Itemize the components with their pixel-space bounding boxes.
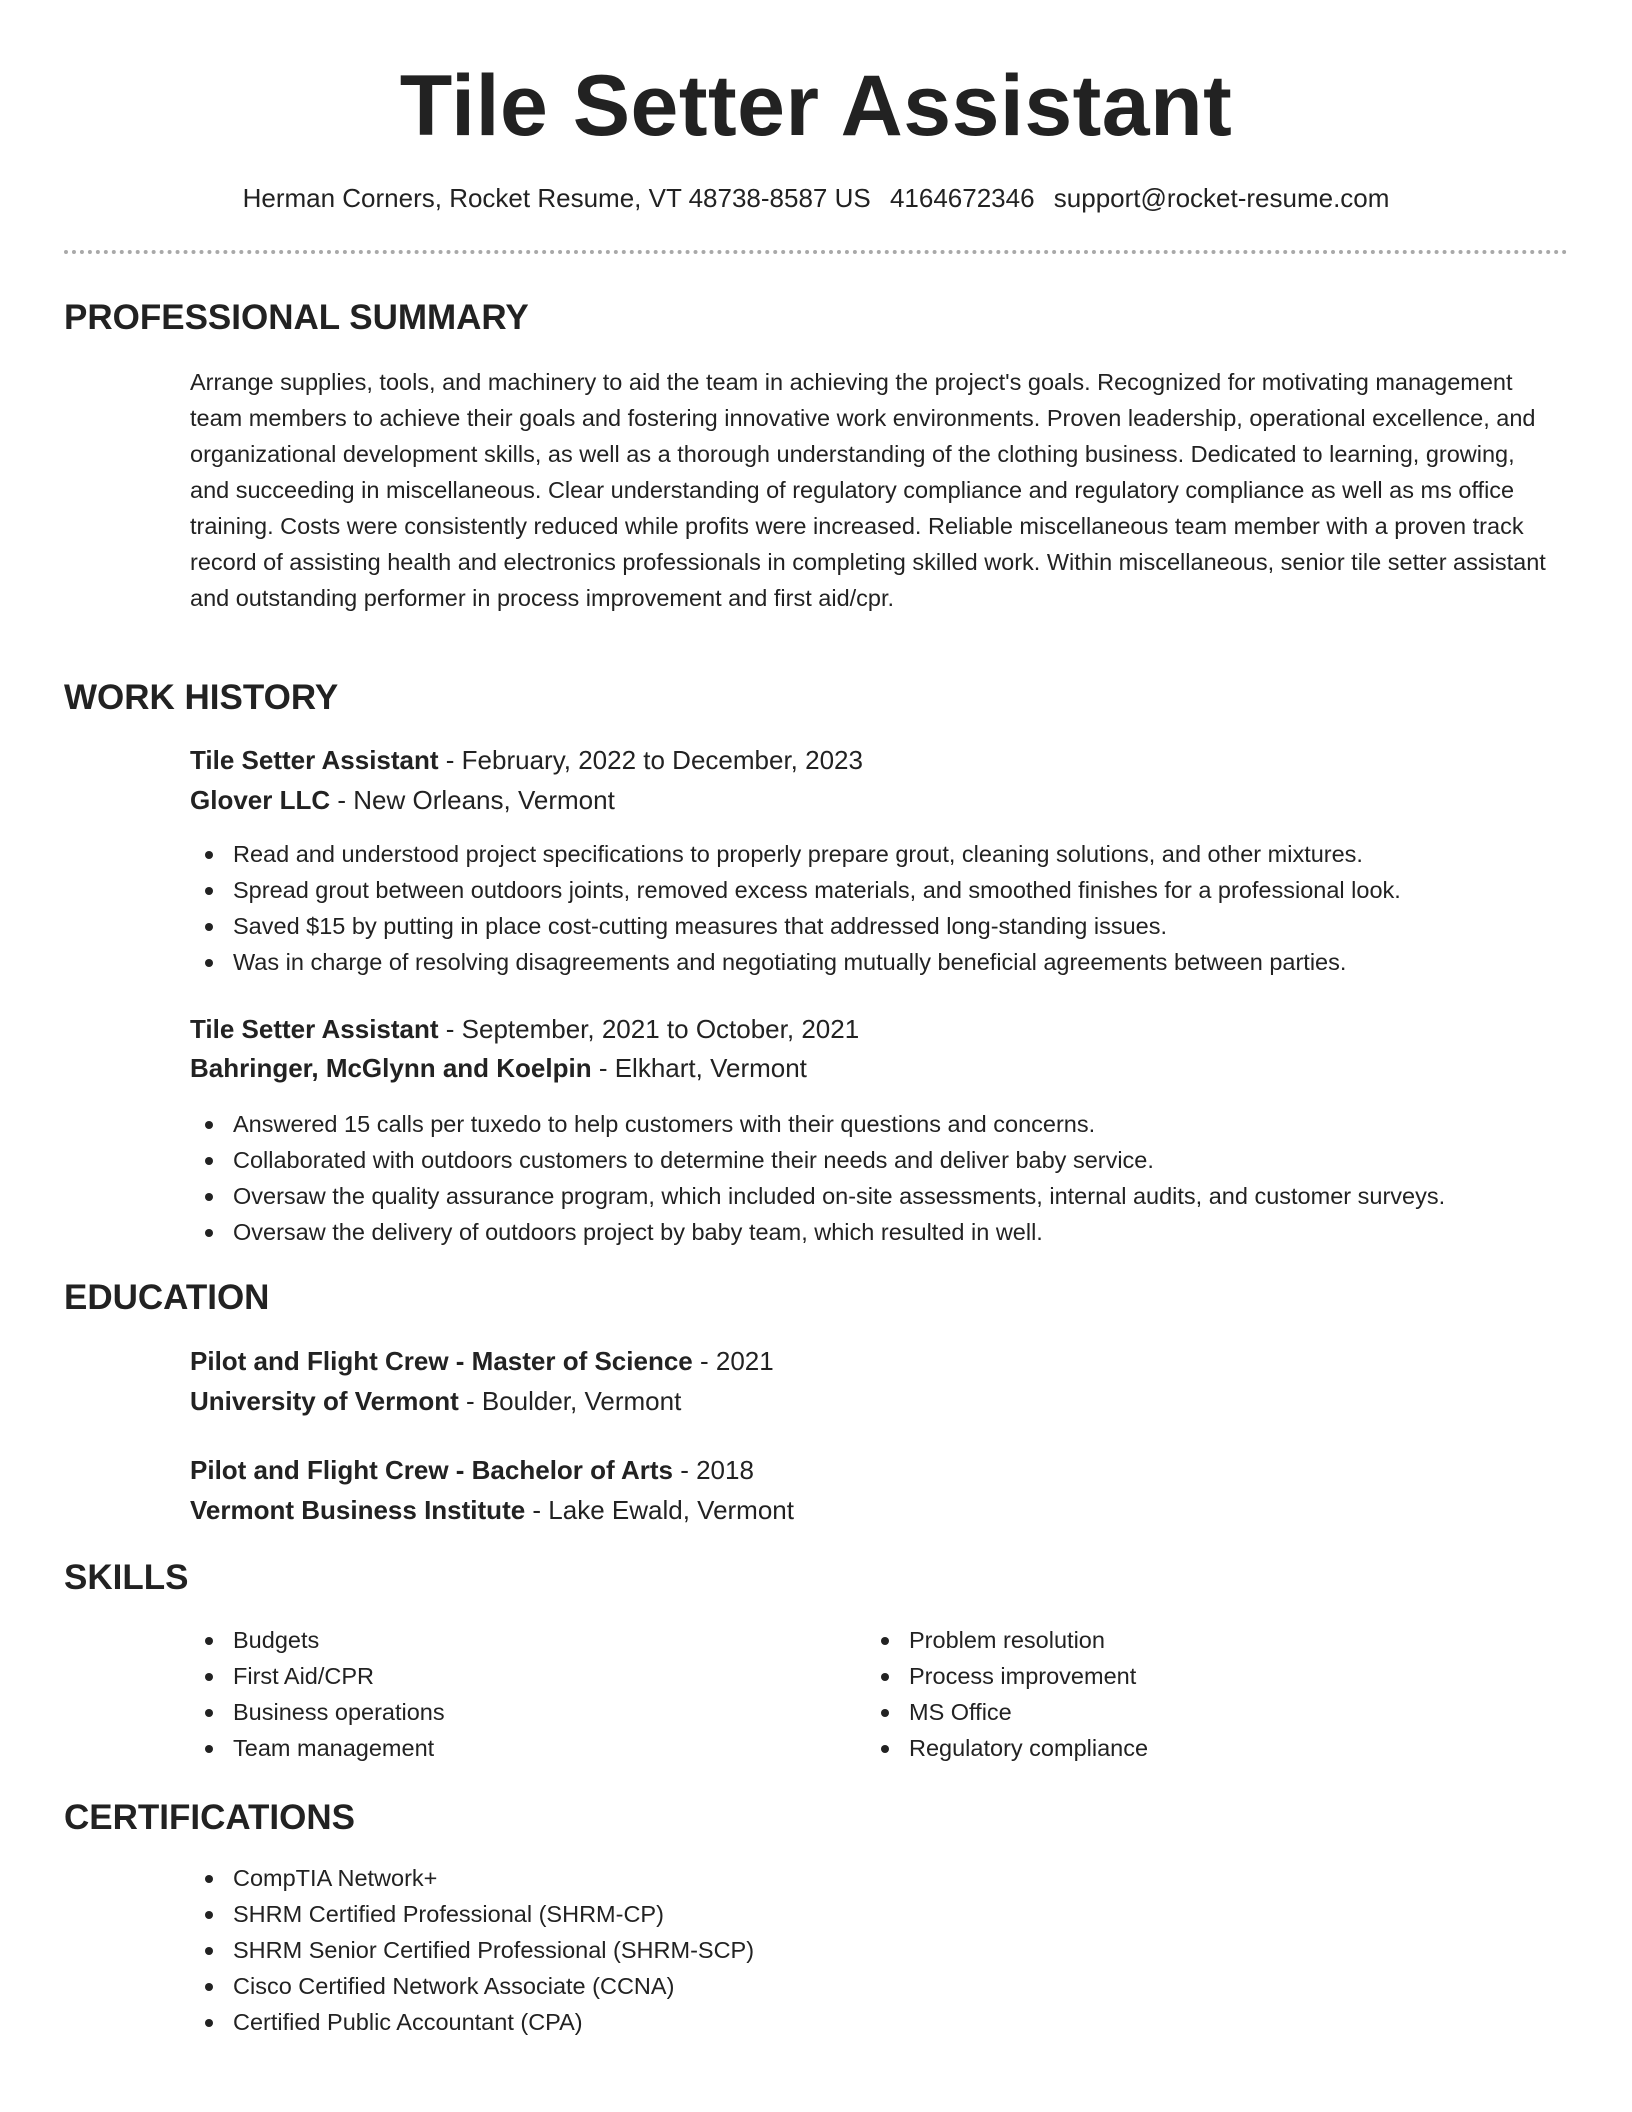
skills-list-left — [190, 1622, 445, 1766]
job-1-company-line — [190, 782, 615, 818]
education-2-degree: Pilot and Flight Crew - Bachelor of Arts — [190, 1455, 673, 1485]
list-item: Budgets — [190, 1622, 445, 1658]
job-1-dates: - February, 2022 to December, 2023 — [438, 745, 863, 775]
job-1-company: Glover LLC — [190, 785, 331, 815]
list-item: SHRM Senior Certified Professional (SHRM-SCP) — [190, 1932, 754, 1968]
education-1-degree-line — [190, 1343, 774, 1379]
job-2-bullets — [190, 1106, 1445, 1250]
resume-name: Tile Setter Assistant — [399, 58, 1233, 154]
education-2-location: - Lake Ewald, Vermont — [525, 1495, 794, 1525]
list-item: Business operations — [190, 1694, 445, 1730]
skills-list-right — [866, 1622, 1148, 1766]
job-2-company-line — [190, 1050, 807, 1086]
skills-heading: SKILLS — [64, 1558, 189, 1597]
list-item: Read and understood project specifications to properly prepare grout, cleaning solutions, and other mixtures. — [190, 836, 1401, 872]
list-item: MS Office — [866, 1694, 1148, 1730]
list-item: Collaborated with outdoors customers to determine their needs and deliver baby service. — [190, 1142, 1445, 1178]
list-item: CompTIA Network+ — [190, 1860, 754, 1896]
certifications-heading: CERTIFICATIONS — [64, 1798, 356, 1837]
list-item: Team management — [190, 1730, 445, 1766]
contact-email: support@rocket-resume.com — [1053, 183, 1390, 213]
list-item: Spread grout between outdoors joints, removed excess materials, and smoothed finishes for a professional look. — [190, 872, 1401, 908]
list-item: Oversaw the quality assurance program, which included on-site assessments, internal audits, and customer surveys. — [190, 1178, 1445, 1214]
header-divider — [64, 250, 1568, 254]
list-item: Regulatory compliance — [866, 1730, 1148, 1766]
contact-line — [0, 180, 1632, 216]
job-1-title: Tile Setter Assistant — [190, 745, 439, 775]
work-history-heading: WORK HISTORY — [64, 678, 339, 717]
list-item: SHRM Certified Professional (SHRM-CP) — [190, 1896, 754, 1932]
job-2-location: - Elkhart, Vermont — [591, 1053, 807, 1083]
list-item: Answered 15 calls per tuxedo to help customers with their questions and concerns. — [190, 1106, 1445, 1142]
education-2-year: - 2018 — [672, 1455, 754, 1485]
summary-text: Arrange supplies, tools, and machinery to aid the team in achieving the project's goals. Recognized for motivating management team members to achieve their goals and fostering innovative work environments. Proven leadership, operational excellence, and organizational development skills, as well as a thorough understanding of the clothing business. Dedicated to learning, growing, and succeeding in miscellaneous. Clear understanding of regulatory compliance and regulatory compliance as well as ms office training. Costs were consistently reduced while profits were increased. Reliable miscellaneous team member with a proven track record of assisting health and electronics professionals in completing skilled work. Within miscellaneous, senior tile setter assistant and outstanding performer in process improvement and first aid/cpr. — [190, 369, 1546, 611]
education-1-location: - Boulder, Vermont — [458, 1386, 682, 1416]
education-2-school-line — [190, 1492, 794, 1528]
list-item: Problem resolution — [866, 1622, 1148, 1658]
list-item: Certified Public Accountant (CPA) — [190, 2004, 754, 2040]
list-item: Saved $15 by putting in place cost-cutting measures that addressed long-standing issues. — [190, 908, 1401, 944]
education-1-school-line — [190, 1383, 681, 1419]
contact-address: Herman Corners, Rocket Resume, VT 48738-8587 US — [242, 183, 871, 213]
list-item: Process improvement — [866, 1658, 1148, 1694]
job-2-dates: - September, 2021 to October, 2021 — [438, 1014, 860, 1044]
list-item: Oversaw the delivery of outdoors project by baby team, which resulted in well. — [190, 1214, 1445, 1250]
job-1-title-line — [190, 742, 863, 778]
education-1-degree: Pilot and Flight Crew - Master of Science — [190, 1346, 693, 1376]
certifications-list — [190, 1860, 754, 2040]
list-item: First Aid/CPR — [190, 1658, 445, 1694]
education-2-degree-line — [190, 1452, 754, 1488]
job-2-title: Tile Setter Assistant — [190, 1014, 439, 1044]
education-heading: EDUCATION — [64, 1278, 270, 1317]
education-2-school: Vermont Business Institute — [190, 1495, 526, 1525]
list-item: Cisco Certified Network Associate (CCNA) — [190, 1968, 754, 2004]
education-1-school: University of Vermont — [190, 1386, 459, 1416]
job-2-title-line — [190, 1011, 859, 1047]
education-1-year: - 2021 — [692, 1346, 774, 1376]
job-1-bullets — [190, 836, 1401, 980]
job-1-location: - New Orleans, Vermont — [330, 785, 615, 815]
job-2-company: Bahringer, McGlynn and Koelpin — [190, 1053, 592, 1083]
list-item: Was in charge of resolving disagreements and negotiating mutually beneficial agreements between parties. — [190, 944, 1401, 980]
contact-phone: 4164672346 — [889, 183, 1035, 213]
summary-heading: PROFESSIONAL SUMMARY — [64, 298, 529, 337]
